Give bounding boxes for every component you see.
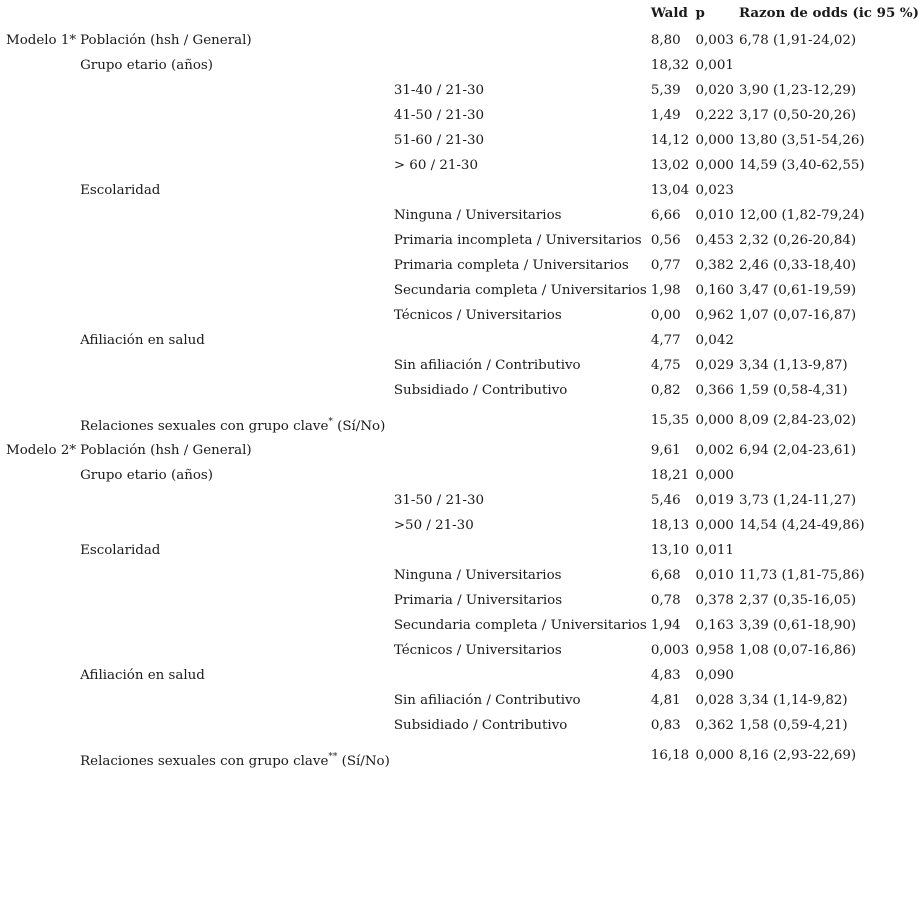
footnote-mark: ** [328, 752, 338, 762]
table-row [6, 103, 923, 128]
wald-value: 1,98 [650, 283, 681, 298]
variable-cell [80, 638, 394, 663]
model-label [6, 638, 80, 663]
header-odds-ratio: Razon de odds (ic 95 %) [738, 5, 919, 21]
wald-value: 0,00 [650, 308, 681, 323]
model-label [6, 513, 80, 538]
wald-value: 18,13 [650, 518, 690, 533]
category-cell: Primaria incompleta / Universitarios [393, 233, 642, 248]
header-empty [80, 6, 394, 28]
variable-cell [80, 278, 394, 303]
regression-table [6, 6, 923, 773]
variable-cell: Escolaridad [80, 543, 161, 558]
wald-value: 1,49 [650, 108, 681, 123]
odds-ratio-value: 14,54 (4,24-49,86) [738, 518, 865, 533]
category-cell [394, 328, 651, 353]
footnote-mark: * [328, 417, 333, 427]
table-row [6, 153, 923, 178]
category-cell [394, 738, 651, 773]
category-cell: 51-60 / 21-30 [393, 133, 485, 148]
variable-cell: Grupo etario (años) [80, 468, 213, 483]
model-label [6, 488, 80, 513]
odds-ratio-value: 1,58 (0,59-4,21) [738, 718, 848, 733]
p-value: 0,023 [695, 183, 734, 198]
model-label [6, 53, 80, 78]
variable-cell [80, 253, 394, 278]
table-row [6, 638, 923, 663]
table-row [6, 713, 923, 738]
p-value: 0,000 [695, 133, 734, 148]
p-value: 0,362 [695, 718, 734, 733]
table-row [6, 53, 923, 78]
table-row [6, 463, 923, 488]
model-label [6, 613, 80, 638]
category-cell: Sin afiliación / Contributivo [393, 693, 581, 708]
p-value: 0,378 [695, 593, 734, 608]
odds-ratio-value: 12,00 (1,82-79,24) [738, 208, 865, 223]
wald-value: 18,32 [650, 58, 690, 73]
odds-ratio-value: 3,34 (1,14-9,82) [738, 693, 848, 708]
variable-cell [80, 613, 394, 638]
table-body [6, 28, 923, 773]
p-value: 0,958 [695, 643, 734, 658]
category-cell [394, 538, 651, 563]
odds-ratio-value: 3,90 (1,23-12,29) [738, 83, 857, 98]
model-label [6, 713, 80, 738]
variable-cell [80, 228, 394, 253]
odds-ratio-value: 2,46 (0,33-18,40) [738, 258, 857, 273]
odds-ratio-value [739, 463, 923, 488]
model-label [6, 203, 80, 228]
model-label: Modelo 2* [6, 443, 77, 458]
p-value: 0,222 [695, 108, 734, 123]
category-cell: Sin afiliación / Contributivo [393, 358, 581, 373]
odds-ratio-value: 3,39 (0,61-18,90) [738, 618, 857, 633]
category-cell: Secundaria completa / Universitarios [393, 283, 647, 298]
category-cell [394, 463, 651, 488]
variable-cell [80, 378, 394, 403]
odds-ratio-value: 8,09 (2,84-23,02) [738, 413, 857, 428]
odds-ratio-value: 11,73 (1,81-75,86) [738, 568, 865, 583]
category-cell: Ninguna / Universitarios [393, 208, 562, 223]
wald-value: 1,94 [650, 618, 681, 633]
model-label [6, 228, 80, 253]
table-row [6, 128, 923, 153]
variable-cell: Grupo etario (años) [80, 58, 213, 73]
table-row [6, 488, 923, 513]
wald-value: 0,78 [650, 593, 681, 608]
wald-value: 13,10 [650, 543, 690, 558]
wald-value: 8,80 [650, 33, 681, 48]
p-value: 0,003 [695, 33, 734, 48]
table-row [6, 353, 923, 378]
wald-value: 4,77 [650, 333, 681, 348]
model-label [6, 663, 80, 688]
category-cell [394, 438, 651, 463]
variable-label: Relaciones sexuales con grupo clave [80, 419, 329, 434]
table-row [6, 328, 923, 353]
category-cell: Primaria completa / Universitarios [393, 258, 629, 273]
wald-value: 16,18 [650, 748, 690, 763]
variable-cell [80, 588, 394, 613]
variable-cell [80, 563, 394, 588]
variable-label: Relaciones sexuales con grupo clave [80, 754, 329, 769]
table-row [6, 28, 923, 53]
model-label [6, 353, 80, 378]
table-row [6, 513, 923, 538]
model-label [6, 538, 80, 563]
variable-cell [80, 353, 394, 378]
header-empty [394, 6, 651, 28]
odds-ratio-value [739, 538, 923, 563]
odds-ratio-value: 14,59 (3,40-62,55) [738, 158, 865, 173]
odds-ratio-value: 1,59 (0,58-4,31) [738, 383, 848, 398]
table-row [6, 178, 923, 203]
model-label: Modelo 1* [6, 33, 77, 48]
p-value: 0,000 [695, 748, 734, 763]
wald-value: 0,82 [650, 383, 681, 398]
table-row [6, 613, 923, 638]
p-value: 0,001 [695, 58, 734, 73]
model-label [6, 278, 80, 303]
p-value: 0,160 [695, 283, 734, 298]
model-label [6, 78, 80, 103]
wald-value: 6,66 [650, 208, 681, 223]
odds-ratio-value: 2,32 (0,26-20,84) [738, 233, 857, 248]
variable-cell [80, 203, 394, 228]
table-row [6, 438, 923, 463]
model-label [6, 253, 80, 278]
table-row [6, 253, 923, 278]
table-row [6, 403, 923, 438]
category-cell: Subsidiado / Contributivo [393, 718, 568, 733]
model-label [6, 153, 80, 178]
variable-cell: Escolaridad [80, 183, 161, 198]
wald-value: 0,77 [650, 258, 681, 273]
table-row [6, 538, 923, 563]
odds-ratio-value: 3,34 (1,13-9,87) [738, 358, 848, 373]
p-value: 0,382 [695, 258, 734, 273]
p-value: 0,042 [695, 333, 734, 348]
p-value: 0,453 [695, 233, 734, 248]
model-label [6, 463, 80, 488]
p-value: 0,010 [695, 208, 734, 223]
p-value: 0,002 [695, 443, 734, 458]
table-row [6, 228, 923, 253]
variable-cell [80, 513, 394, 538]
odds-ratio-value: 6,94 (2,04-23,61) [738, 443, 857, 458]
p-value: 0,028 [695, 693, 734, 708]
category-cell [394, 403, 651, 438]
odds-ratio-value: 13,80 (3,51-54,26) [738, 133, 865, 148]
p-value: 0,366 [695, 383, 734, 398]
category-cell: Técnicos / Universitarios [393, 643, 562, 658]
category-cell [394, 28, 651, 53]
odds-ratio-value: 6,78 (1,91-24,02) [738, 33, 857, 48]
category-cell: Ninguna / Universitarios [393, 568, 562, 583]
wald-value: 6,68 [650, 568, 681, 583]
variable-cell: Afiliación en salud [80, 333, 205, 348]
variable-cell [80, 78, 394, 103]
variable-cell [80, 103, 394, 128]
odds-ratio-value: 3,47 (0,61-19,59) [738, 283, 857, 298]
category-cell [394, 53, 651, 78]
p-value: 0,020 [695, 83, 734, 98]
odds-ratio-value: 8,16 (2,93-22,69) [738, 748, 857, 763]
table-row [6, 738, 923, 773]
wald-value: 15,35 [650, 413, 690, 428]
wald-value: 4,75 [650, 358, 681, 373]
model-label [6, 403, 80, 438]
model-label [6, 688, 80, 713]
model-label [6, 103, 80, 128]
wald-value: 13,04 [650, 183, 690, 198]
category-cell: 31-50 / 21-30 [393, 493, 485, 508]
p-value: 0,000 [695, 518, 734, 533]
model-label [6, 378, 80, 403]
table-row [6, 663, 923, 688]
variable-suffix: (Sí/No) [332, 419, 386, 434]
odds-ratio-value: 2,37 (0,35-16,05) [738, 593, 857, 608]
variable-cell [80, 403, 394, 438]
p-value: 0,000 [695, 158, 734, 173]
wald-value: 0,56 [650, 233, 681, 248]
variable-cell [80, 688, 394, 713]
table-row [6, 688, 923, 713]
variable-cell: Población (hsh / General) [80, 443, 252, 458]
wald-value: 0,83 [650, 718, 681, 733]
p-value: 0,019 [695, 493, 734, 508]
category-cell [394, 663, 651, 688]
variable-cell [80, 738, 394, 773]
odds-ratio-value: 3,17 (0,50-20,26) [738, 108, 857, 123]
odds-ratio-value [739, 663, 923, 688]
odds-ratio-value: 1,07 (0,07-16,87) [738, 308, 857, 323]
model-label [6, 128, 80, 153]
wald-value: 5,46 [650, 493, 681, 508]
category-cell: 41-50 / 21-30 [393, 108, 485, 123]
odds-ratio-value: 3,73 (1,24-11,27) [738, 493, 857, 508]
model-label [6, 178, 80, 203]
category-cell: Técnicos / Universitarios [393, 308, 562, 323]
model-label [6, 563, 80, 588]
model-label [6, 588, 80, 613]
p-value: 0,000 [695, 468, 734, 483]
category-cell: 31-40 / 21-30 [393, 83, 485, 98]
category-cell: > 60 / 21-30 [393, 158, 478, 173]
wald-value: 4,81 [650, 693, 681, 708]
p-value: 0,090 [695, 668, 734, 683]
wald-value: 0,003 [650, 643, 690, 658]
wald-value: 18,21 [650, 468, 690, 483]
wald-value: 5,39 [650, 83, 681, 98]
variable-cell: Afiliación en salud [80, 668, 205, 683]
odds-ratio-value [739, 328, 923, 353]
p-value: 0,010 [695, 568, 734, 583]
variable-cell: Población (hsh / General) [80, 33, 252, 48]
variable-cell [80, 713, 394, 738]
wald-value: 4,83 [650, 668, 681, 683]
variable-cell [80, 303, 394, 328]
p-value: 0,000 [695, 413, 734, 428]
wald-value: 9,61 [650, 443, 681, 458]
wald-value: 13,02 [650, 158, 690, 173]
table-row [6, 378, 923, 403]
model-label [6, 303, 80, 328]
table-row [6, 203, 923, 228]
table-row [6, 278, 923, 303]
variable-cell [80, 153, 394, 178]
p-value: 0,962 [695, 308, 734, 323]
wald-value: 14,12 [650, 133, 690, 148]
model-label [6, 328, 80, 353]
header-wald: Wald [650, 5, 688, 21]
header-empty [6, 6, 80, 28]
odds-ratio-value [739, 53, 923, 78]
category-cell: Primaria / Universitarios [393, 593, 563, 608]
category-cell [394, 178, 651, 203]
table-row [6, 303, 923, 328]
variable-cell [80, 488, 394, 513]
header-p: p [695, 5, 705, 21]
model-label [6, 738, 80, 773]
category-cell: Subsidiado / Contributivo [393, 383, 568, 398]
table-row [6, 78, 923, 103]
variable-cell [80, 128, 394, 153]
table-row [6, 563, 923, 588]
category-cell: Secundaria completa / Universitarios [393, 618, 647, 633]
category-cell: >50 / 21-30 [393, 518, 474, 533]
p-value: 0,011 [695, 543, 734, 558]
odds-ratio-value [739, 178, 923, 203]
odds-ratio-value: 1,08 (0,07-16,86) [738, 643, 857, 658]
header-row [6, 6, 923, 28]
p-value: 0,163 [695, 618, 734, 633]
p-value: 0,029 [695, 358, 734, 373]
variable-suffix: (Sí/No) [337, 754, 390, 769]
table-row [6, 588, 923, 613]
